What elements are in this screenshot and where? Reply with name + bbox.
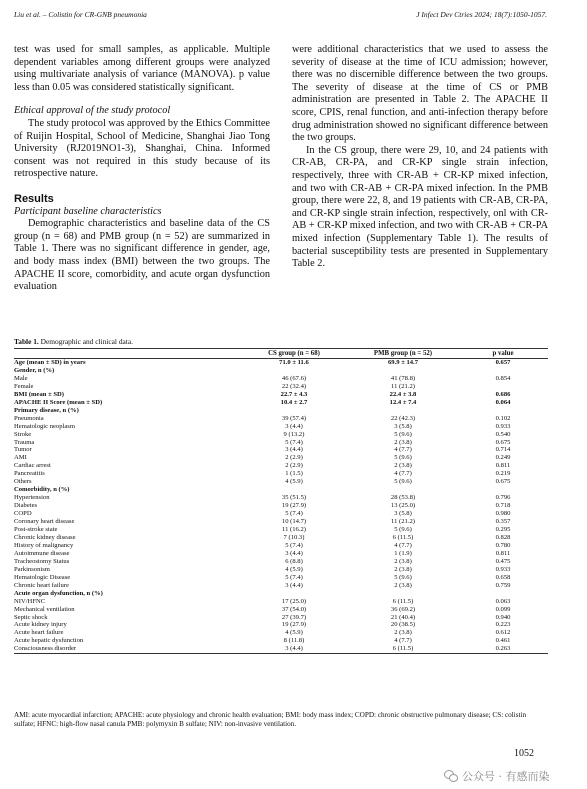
row-label: Gender, n (%)	[14, 366, 55, 374]
cs-value: 1 (1.5)	[285, 470, 303, 478]
pmb-value: 69.9 ± 14.7	[388, 359, 418, 366]
demographic-table	[14, 348, 548, 654]
cs-value: 19 (27.9)	[281, 502, 307, 510]
results-heading: Results	[14, 192, 54, 205]
table-caption	[14, 337, 133, 346]
table-row	[14, 629, 548, 637]
pmb-value: 2 (3.8)	[394, 557, 412, 565]
pmb-value: 11 (21.2)	[391, 518, 415, 526]
p-value: 0.796	[495, 494, 511, 502]
row-label: AMI	[14, 454, 27, 462]
row-label: Cardiac arrest	[14, 462, 51, 470]
row-label: Hypertension	[14, 494, 50, 502]
p-value: 0.612	[495, 629, 511, 637]
strain-paragraph: In the CS group, there were 29, 10, and 24 patients with CR-AB, CR-PA, and CR-KP single strain infection, respectively, three with CR-AB + CR-KP mixed infection, and two with CR-AB + CR-PA mixed infection. In the PMB group, there were 22, 8, and 19 patients with CR-AB, CR-PA, and CR-KP single strain infection, respectively, onl with CR-AB + CR-KP mixed infection, and two with CR-AB + CR-PA mixed infection (Supplementary Table 1). The results of bacterial susceptibility tests are presented in Supplementary Table 2.	[292, 144, 548, 270]
row-label: Consciousness disorder	[14, 645, 240, 653]
row-label: APACHE II Score (mean ± SD)	[14, 398, 103, 406]
row-label: COPD	[14, 510, 32, 518]
cs-value	[240, 367, 348, 375]
running-header-right: J Infect Dev Ctries 2024; 18(7):1050-1057.	[416, 10, 547, 19]
p-value: 0.249	[495, 454, 511, 462]
table-row	[14, 431, 548, 439]
table-row	[14, 383, 548, 391]
table-row	[14, 391, 548, 399]
table-caption-text: Demographic and clinical data.	[38, 337, 133, 346]
table-row	[14, 470, 548, 478]
row-label: Trauma	[14, 438, 35, 446]
baseline-paragraph: Demographic characteristics and baseline data of the CS group (n = 68) and PMB group (n = 52) are summarized in Table 1. There was no significant difference in gender, age, and body mass index (BMI) between the two groups. The APACHE II score, comorbidity, and acute organ dysfunction evaluation	[14, 218, 270, 293]
ethics-heading: Ethical approval of the study protocol	[14, 105, 171, 117]
table-row	[14, 590, 548, 598]
cs-value: 2 (2.9)	[285, 462, 303, 470]
cs-value: 27 (39.7)	[281, 613, 307, 621]
cs-value: 3 (4.4)	[285, 422, 303, 430]
table-row	[14, 510, 548, 518]
header-pmb: PMB group (n = 52)	[348, 349, 458, 359]
p-value: 0.940	[495, 613, 511, 621]
pmb-value	[348, 407, 458, 415]
pmb-value	[348, 590, 458, 598]
table-row	[14, 502, 548, 510]
page-number: 1052	[514, 748, 534, 759]
p-value: 0.718	[495, 502, 511, 510]
pmb-value: 5 (9.6)	[394, 430, 412, 438]
pmb-value: 4 (7.7)	[394, 470, 412, 478]
p-value: 0.295	[495, 526, 511, 534]
pmb-value: 2 (3.8)	[394, 629, 412, 637]
table-row	[14, 446, 548, 454]
table-row	[14, 518, 548, 526]
p-value	[458, 383, 548, 391]
table-row	[14, 367, 548, 375]
row-label: Age (mean ± SD) in years	[14, 359, 86, 366]
p-value: 0.357	[495, 518, 511, 526]
table-row	[14, 526, 548, 534]
p-value	[458, 407, 548, 415]
row-label: Post-stroke state	[14, 526, 58, 534]
pmb-value: 22 (42.3)	[390, 414, 416, 422]
cs-value: 5 (7.4)	[285, 573, 303, 581]
table-row	[14, 407, 548, 415]
table-row	[14, 606, 548, 614]
row-label: Parkinsonism	[14, 565, 50, 573]
row-label: Female	[14, 382, 34, 390]
p-value: 0.714	[495, 446, 511, 454]
table-row	[14, 582, 548, 590]
pmb-value: 6 (11.5)	[392, 597, 414, 605]
cs-value: 9 (13.2)	[283, 430, 305, 438]
p-value: 0.064	[495, 398, 511, 406]
cs-value: 2 (2.9)	[285, 454, 303, 462]
cs-value: 5 (7.4)	[285, 541, 303, 549]
pmb-value: 12.4 ± 7.4	[389, 398, 417, 406]
p-value: 0.219	[495, 470, 511, 478]
row-label: Septic shock	[14, 613, 48, 621]
cs-value: 3 (4.4)	[285, 549, 303, 557]
pmb-value: 4 (7.7)	[394, 446, 412, 454]
pmb-value	[348, 367, 458, 375]
row-label: Diabetes	[14, 502, 38, 510]
row-label: Others	[14, 478, 32, 486]
p-value: 0.686	[495, 390, 511, 398]
left-column	[14, 44, 270, 294]
wechat-icon	[444, 770, 458, 782]
p-value: 0.980	[495, 510, 511, 518]
cs-value: 22 (32.4)	[281, 382, 307, 390]
row-label: Pancreatitis	[14, 470, 45, 478]
row-label: Pneumonia	[14, 414, 44, 422]
row-label: BMI (mean ± SD)	[14, 390, 64, 398]
cs-value: 11 (16.2)	[282, 526, 306, 534]
table-row	[14, 574, 548, 582]
p-value: 0.223	[495, 621, 511, 629]
table-row	[14, 534, 548, 542]
p-value: 0.675	[495, 438, 511, 446]
cs-value: 4 (5.9)	[285, 629, 303, 637]
header-label	[14, 349, 240, 359]
p-value: 0.933	[495, 422, 511, 430]
row-label: Autoimmune disease	[14, 549, 70, 557]
table-row	[14, 423, 548, 431]
p-value: 0.811	[495, 462, 511, 470]
row-label: History of malignancy	[14, 541, 74, 549]
p-value: 0.933	[495, 565, 511, 573]
row-label: Acute organ dysfunction, n (%)	[14, 589, 103, 597]
running-header-left: Liu et al. – Colistin for CR-GNB pneumonia	[14, 10, 147, 19]
p-value: 0.461	[495, 637, 511, 645]
p-value: 0.099	[495, 605, 511, 613]
table-row	[14, 558, 548, 566]
pmb-value: 2 (3.8)	[394, 565, 412, 573]
pmb-value: 2 (3.8)	[394, 438, 412, 446]
cs-value: 4 (5.9)	[285, 565, 303, 573]
row-label: Primary disease, n (%)	[14, 406, 79, 414]
table-row	[14, 645, 548, 653]
cs-value: 5 (7.4)	[285, 438, 303, 446]
cs-value: 4 (5.9)	[285, 478, 303, 486]
pmb-value: 3 (5.8)	[394, 422, 412, 430]
row-label: Tumor	[14, 446, 32, 454]
p-value: 0.475	[495, 557, 511, 565]
table-row	[14, 621, 548, 629]
row-label: Male	[14, 374, 28, 382]
row-label: NIV/HFNC	[14, 597, 46, 605]
pmb-value: 5 (9.6)	[394, 573, 412, 581]
p-value	[458, 486, 548, 494]
row-label: Acute hepatic dysfunction	[14, 637, 84, 645]
pmb-value: 11 (21.2)	[391, 382, 415, 390]
p-value: 0.854	[495, 374, 511, 382]
pmb-value: 5 (9.6)	[394, 454, 412, 462]
cs-value: 8 (11.8)	[283, 637, 305, 645]
cs-value: 7 (10.3)	[283, 533, 305, 541]
pmb-value: 13 (25.0)	[390, 502, 416, 510]
table-row	[14, 542, 548, 550]
pmb-value: 4 (7.7)	[394, 637, 412, 645]
table-row	[14, 399, 548, 407]
table-row	[14, 454, 548, 462]
methods-paragraph: test was used for small samples, as applicable. Multiple dependent variables among different groups were analyzed using multivariate analysis of variance (MANOVA). p value less than 0.05 was considered statistically significant.	[14, 44, 270, 93]
pmb-value: 5 (9.6)	[394, 526, 412, 534]
cs-value: 3 (4.4)	[285, 581, 303, 589]
pmb-value: 3 (5.8)	[394, 510, 412, 518]
p-value: 0.540	[495, 430, 511, 438]
p-value: 0.780	[495, 541, 511, 549]
row-label: Coronary heart disease	[14, 518, 75, 526]
pmb-value: 2 (3.8)	[394, 581, 412, 589]
pmb-value: 6 (11.5)	[392, 533, 414, 541]
severity-paragraph: were additional characteristics that we used to assess the severity of disease at the time of ICU admission; however, there was no discernible difference between the two groups. The severity of disease at the time of CS or PMB administration are presented in Table 2. The APACHE II score, CPIS, renal function, and anti-infection therapy before drug administration showed no significant difference between the two groups.	[292, 44, 548, 144]
cs-value: 17 (25.0)	[281, 597, 307, 605]
table-row	[14, 637, 548, 645]
table-row	[14, 550, 548, 558]
p-value	[458, 367, 548, 375]
cs-value: 10.4 ± 2.7	[280, 398, 308, 406]
row-label: Acute heart failure	[14, 629, 64, 637]
p-value: 0.828	[495, 533, 511, 541]
cs-value	[240, 486, 348, 494]
table-row	[14, 375, 548, 383]
pmb-value	[348, 486, 458, 494]
cs-value	[240, 407, 348, 415]
cs-value: 37 (54.0)	[281, 605, 307, 613]
ethics-paragraph: The study protocol was approved by the Ethics Committee of Ruijin Hospital, School of Medicine, Shanghai Jiao Tong University (RJ2019NO1-3), Shanghai, China. Informed consent was not required in this study because of its retrospective nature.	[14, 117, 270, 180]
cs-value: 35 (51.5)	[281, 494, 307, 502]
pmb-value: 21 (40.4)	[390, 613, 416, 621]
row-label: Stroke	[14, 430, 32, 438]
cs-value: 46 (67.6)	[281, 374, 307, 382]
pmb-value: 41 (78.8)	[390, 374, 416, 382]
cs-value: 22.7 ± 4.3	[280, 390, 308, 398]
p-value	[458, 590, 548, 598]
table-row	[14, 614, 548, 622]
header-p: p value	[458, 349, 548, 359]
cs-value: 10 (14.7)	[281, 518, 307, 526]
row-label: Acute kidney injury	[14, 621, 67, 629]
baseline-heading: Participant baseline characteristics	[14, 205, 162, 217]
table-header-row	[14, 349, 548, 359]
pmb-value: 22.4 ± 3.8	[389, 390, 417, 398]
p-value: 0.263	[458, 645, 548, 653]
pmb-value: 4 (7.7)	[394, 541, 412, 549]
p-value: 0.063	[495, 597, 511, 605]
row-label: Hematologic neoplasm	[14, 422, 75, 430]
table-row	[14, 415, 548, 423]
table-row	[14, 486, 548, 494]
cs-value: 3 (4.4)	[240, 645, 348, 653]
pmb-value: 20 (38.5)	[390, 621, 416, 629]
row-label: Tracheostomy Status	[14, 557, 70, 565]
table-row	[14, 462, 548, 470]
table-footnote: AMI: acute myocardial infarction; APACHE: acute physiology and chronic health evaluation; BMI: body mass index; COPD: chronic obstructive pulmonary disease; CS: colistin sulfate; HFNC: high-flow nasal canula PMB: polymyxin B sulfate; NIV: non-invasive ventilation.	[14, 711, 527, 729]
cs-value: 39 (57.4)	[281, 414, 307, 422]
pmb-value: 36 (69.2)	[390, 605, 416, 613]
table-row	[14, 494, 548, 502]
watermark-text: 公众号 · 有感而染	[462, 770, 550, 783]
pmb-value: 28 (53.8)	[390, 494, 416, 502]
table-row	[14, 439, 548, 447]
row-label: Mechanical ventilation	[14, 605, 75, 613]
p-value: 0.102	[495, 414, 511, 422]
table-row	[14, 359, 548, 367]
cs-value: 6 (8.8)	[285, 557, 303, 565]
cs-value	[240, 590, 348, 598]
row-label: Comorbidity, n (%)	[14, 486, 70, 494]
p-value: 0.811	[495, 549, 511, 557]
pmb-value: 1 (1.9)	[394, 549, 412, 557]
p-value: 0.658	[495, 573, 511, 581]
table-row	[14, 598, 548, 606]
cs-value: 71.0 ± 11.6	[279, 359, 309, 366]
watermark	[444, 768, 550, 784]
table-row	[14, 478, 548, 486]
cs-value: 3 (4.4)	[285, 446, 303, 454]
pmb-value: 5 (9.6)	[394, 478, 412, 486]
row-label: Chronic heart failure	[14, 581, 69, 589]
row-label: Hematologic Disease	[14, 573, 71, 581]
table-caption-label: Table 1.	[14, 337, 39, 346]
header-cs: CS group (n = 68)	[240, 349, 348, 359]
pmb-value: 6 (11.5)	[348, 645, 458, 653]
right-column	[292, 44, 548, 271]
pmb-value: 2 (3.8)	[394, 462, 412, 470]
p-value: 0.675	[495, 478, 511, 486]
p-value: 0.657	[495, 359, 511, 366]
row-label: Chronic kidney disease	[14, 533, 76, 541]
cs-value: 5 (7.4)	[285, 510, 303, 518]
cs-value: 19 (27.9)	[281, 621, 307, 629]
p-value: 0.759	[495, 581, 511, 589]
table-row	[14, 566, 548, 574]
